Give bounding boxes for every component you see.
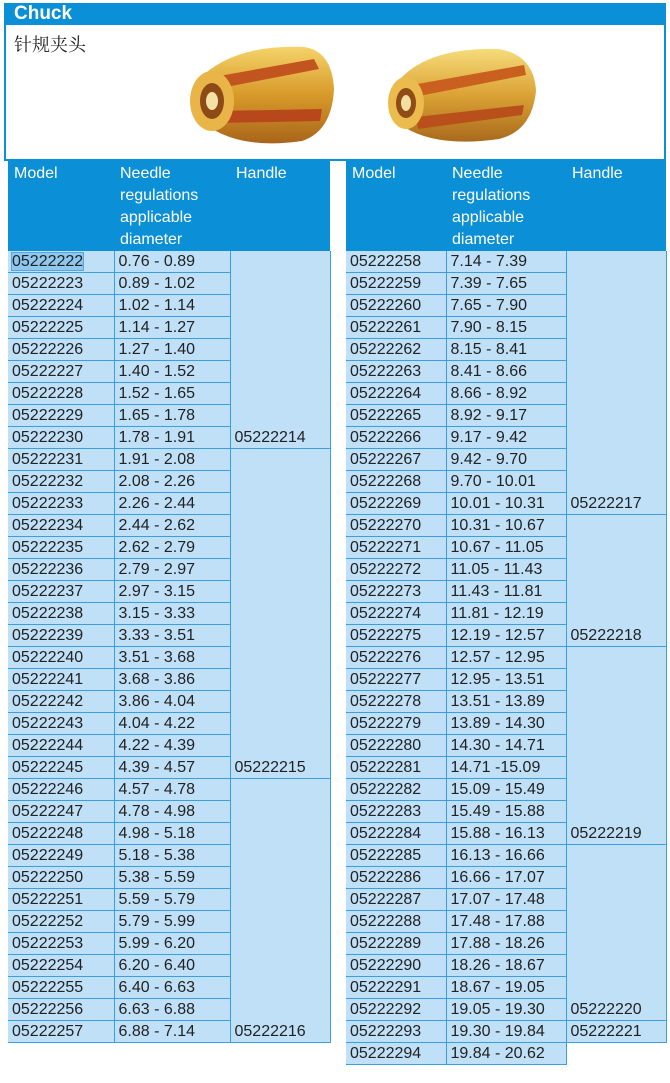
model-cell: 05222294 bbox=[346, 1043, 446, 1065]
model-cell: 05222286 bbox=[346, 867, 446, 889]
diameter-cell: 9.70 - 10.01 bbox=[446, 471, 566, 493]
column-header-model: Model bbox=[8, 161, 114, 251]
diameter-cell: 9.17 - 9.42 bbox=[446, 427, 566, 449]
diameter-cell: 8.66 - 8.92 bbox=[446, 383, 566, 405]
model-cell: 05222267 bbox=[346, 449, 446, 471]
model-cell: 05222252 bbox=[8, 911, 114, 933]
model-cell: 05222283 bbox=[346, 801, 446, 823]
diameter-cell: 17.88 - 18.26 bbox=[446, 933, 566, 955]
chuck-table-right bbox=[346, 161, 667, 1065]
model-cell: 05222287 bbox=[346, 889, 446, 911]
model-cell: 05222229 bbox=[8, 405, 114, 427]
diameter-cell: 8.15 - 8.41 bbox=[446, 339, 566, 361]
model-cell: 05222230 bbox=[8, 427, 114, 449]
model-cell: 05222246 bbox=[8, 779, 114, 801]
diameter-cell: 12.57 - 12.95 bbox=[446, 647, 566, 669]
diameter-cell: 5.38 - 5.59 bbox=[114, 867, 230, 889]
model-cell: 05222278 bbox=[346, 691, 446, 713]
diameter-cell: 12.19 - 12.57 bbox=[446, 625, 566, 647]
diameter-cell: 5.99 - 6.20 bbox=[114, 933, 230, 955]
diameter-cell: 4.39 - 4.57 bbox=[114, 757, 230, 779]
diameter-cell: 17.07 - 17.48 bbox=[446, 889, 566, 911]
diameter-cell: 10.01 - 10.31 bbox=[446, 493, 566, 515]
model-cell: 05222228 bbox=[8, 383, 114, 405]
diameter-cell: 5.59 - 5.79 bbox=[114, 889, 230, 911]
diameter-cell: 15.09 - 15.49 bbox=[446, 779, 566, 801]
model-cell: 05222244 bbox=[8, 735, 114, 757]
handle-cell: 05222221 bbox=[566, 1021, 666, 1043]
diameter-cell: 6.63 - 6.88 bbox=[114, 999, 230, 1021]
diameter-cell: 10.67 - 11.05 bbox=[446, 537, 566, 559]
table-row bbox=[346, 515, 666, 537]
model-cell: 05222271 bbox=[346, 537, 446, 559]
selected-model-text[interactable]: 05222222 bbox=[12, 253, 84, 270]
model-cell: 05222250 bbox=[8, 867, 114, 889]
table-row bbox=[8, 449, 330, 471]
diameter-cell: 15.88 - 16.13 bbox=[446, 823, 566, 845]
column-header-needle: Needle regulations applicable diameter bbox=[114, 161, 230, 251]
diameter-cell: 1.91 - 2.08 bbox=[114, 449, 230, 471]
model-cell: 05222226 bbox=[8, 339, 114, 361]
table-row bbox=[346, 1021, 666, 1043]
column-header-model: Model bbox=[346, 161, 446, 251]
model-cell: 05222257 bbox=[8, 1021, 114, 1043]
model-cell: 05222291 bbox=[346, 977, 446, 999]
diameter-cell: 6.20 - 6.40 bbox=[114, 955, 230, 977]
model-cell: 05222281 bbox=[346, 757, 446, 779]
diameter-cell: 2.62 - 2.79 bbox=[114, 537, 230, 559]
model-cell: 05222270 bbox=[346, 515, 446, 537]
diameter-cell: 0.76 - 0.89 bbox=[114, 251, 230, 273]
handle-cell: 05222219 bbox=[566, 647, 666, 845]
brass-chuck-icon bbox=[174, 39, 344, 155]
model-cell: 05222253 bbox=[8, 933, 114, 955]
model-cell: 05222248 bbox=[8, 823, 114, 845]
chinese-subtitle: 针规夹头 bbox=[14, 35, 86, 56]
model-cell: 05222262 bbox=[346, 339, 446, 361]
model-cell: 05222245 bbox=[8, 757, 114, 779]
diameter-cell: 3.68 - 3.86 bbox=[114, 669, 230, 691]
model-cell: 05222259 bbox=[346, 273, 446, 295]
model-cell: 05222223 bbox=[8, 273, 114, 295]
model-cell: 05222242 bbox=[8, 691, 114, 713]
model-cell: 05222275 bbox=[346, 625, 446, 647]
model-cell: 05222260 bbox=[346, 295, 446, 317]
model-cell: 05222269 bbox=[346, 493, 446, 515]
model-cell: 05222249 bbox=[8, 845, 114, 867]
diameter-cell: 13.51 - 13.89 bbox=[446, 691, 566, 713]
model-cell: 05222224 bbox=[8, 295, 114, 317]
handle-cell: 05222215 bbox=[230, 449, 330, 779]
diameter-cell: 7.65 - 7.90 bbox=[446, 295, 566, 317]
table-row bbox=[8, 779, 330, 801]
model-cell: 05222247 bbox=[8, 801, 114, 823]
diameter-cell: 10.31 - 10.67 bbox=[446, 515, 566, 537]
model-cell: 05222254 bbox=[8, 955, 114, 977]
diameter-cell: 2.79 - 2.97 bbox=[114, 559, 230, 581]
diameter-cell: 7.39 - 7.65 bbox=[446, 273, 566, 295]
model-cell: 05222241 bbox=[8, 669, 114, 691]
model-cell: 05222273 bbox=[346, 581, 446, 603]
diameter-cell: 19.84 - 20.62 bbox=[446, 1043, 566, 1065]
diameter-cell: 2.44 - 2.62 bbox=[114, 515, 230, 537]
model-cell: 05222225 bbox=[8, 317, 114, 339]
diameter-cell: 8.41 - 8.66 bbox=[446, 361, 566, 383]
table-row bbox=[346, 647, 666, 669]
table-row bbox=[346, 1043, 666, 1065]
model-cell: 05222272 bbox=[346, 559, 446, 581]
diameter-cell: 9.42 - 9.70 bbox=[446, 449, 566, 471]
model-cell: 05222238 bbox=[8, 603, 114, 625]
model-cell: 05222266 bbox=[346, 427, 446, 449]
model-cell: 05222237 bbox=[8, 581, 114, 603]
model-cell: 05222243 bbox=[8, 713, 114, 735]
diameter-cell: 16.66 - 17.07 bbox=[446, 867, 566, 889]
model-cell: 05222282 bbox=[346, 779, 446, 801]
column-header-handle: Handle bbox=[230, 161, 330, 251]
handle-cell: 05222214 bbox=[230, 251, 330, 449]
diameter-cell: 0.89 - 1.02 bbox=[114, 273, 230, 295]
model-cell: 05222256 bbox=[8, 999, 114, 1021]
diameter-cell: 4.22 - 4.39 bbox=[114, 735, 230, 757]
product-photo-panel bbox=[4, 25, 666, 161]
diameter-cell: 7.14 - 7.39 bbox=[446, 251, 566, 273]
diameter-cell: 4.04 - 4.22 bbox=[114, 713, 230, 735]
diameter-cell: 11.05 - 11.43 bbox=[446, 559, 566, 581]
model-cell: 05222236 bbox=[8, 559, 114, 581]
model-cell: 05222239 bbox=[8, 625, 114, 647]
diameter-cell: 13.89 - 14.30 bbox=[446, 713, 566, 735]
model-cell: 05222284 bbox=[346, 823, 446, 845]
page-title: Chuck bbox=[4, 3, 666, 25]
diameter-cell: 1.27 - 1.40 bbox=[114, 339, 230, 361]
model-cell: 05222233 bbox=[8, 493, 114, 515]
diameter-cell: 15.49 - 15.88 bbox=[446, 801, 566, 823]
model-cell: 05222265 bbox=[346, 405, 446, 427]
diameter-cell: 4.78 - 4.98 bbox=[114, 801, 230, 823]
model-cell: 05222276 bbox=[346, 647, 446, 669]
diameter-cell: 7.90 - 8.15 bbox=[446, 317, 566, 339]
diameter-cell: 2.08 - 2.26 bbox=[114, 471, 230, 493]
diameter-cell: 1.40 - 1.52 bbox=[114, 361, 230, 383]
model-cell: 05222261 bbox=[346, 317, 446, 339]
column-header-handle: Handle bbox=[566, 161, 666, 251]
model-cell: 05222235 bbox=[8, 537, 114, 559]
diameter-cell: 3.33 - 3.51 bbox=[114, 625, 230, 647]
model-cell: 05222268 bbox=[346, 471, 446, 493]
diameter-cell: 2.97 - 3.15 bbox=[114, 581, 230, 603]
model-cell: 05222288 bbox=[346, 911, 446, 933]
model-cell: 05222232 bbox=[8, 471, 114, 493]
model-cell: 05222255 bbox=[8, 977, 114, 999]
model-cell: 05222251 bbox=[8, 889, 114, 911]
diameter-cell: 1.14 - 1.27 bbox=[114, 317, 230, 339]
diameter-cell: 16.13 - 16.66 bbox=[446, 845, 566, 867]
model-cell: 05222234 bbox=[8, 515, 114, 537]
handle-cell: 05222216 bbox=[230, 779, 330, 1043]
model-cell: 05222277 bbox=[346, 669, 446, 691]
diameter-cell: 12.95 - 13.51 bbox=[446, 669, 566, 691]
diameter-cell: 5.18 - 5.38 bbox=[114, 845, 230, 867]
diameter-cell: 1.02 - 1.14 bbox=[114, 295, 230, 317]
diameter-cell: 1.78 - 1.91 bbox=[114, 427, 230, 449]
model-cell: 05222258 bbox=[346, 251, 446, 273]
diameter-cell: 8.92 - 9.17 bbox=[446, 405, 566, 427]
model-cell: 05222293 bbox=[346, 1021, 446, 1043]
handle-cell: 05222220 bbox=[566, 845, 666, 1021]
model-cell: 05222279 bbox=[346, 713, 446, 735]
model-cell: 05222285 bbox=[346, 845, 446, 867]
diameter-cell: 3.51 - 3.68 bbox=[114, 647, 230, 669]
table-row bbox=[8, 251, 330, 273]
model-cell: 05222289 bbox=[346, 933, 446, 955]
model-cell: 05222231 bbox=[8, 449, 114, 471]
diameter-cell: 17.48 - 17.88 bbox=[446, 911, 566, 933]
model-cell: 05222292 bbox=[346, 999, 446, 1021]
model-cell: 05222274 bbox=[346, 603, 446, 625]
diameter-cell: 1.65 - 1.78 bbox=[114, 405, 230, 427]
column-header-needle: Needle regulations applicable diameter bbox=[446, 161, 566, 251]
diameter-cell: 1.52 - 1.65 bbox=[114, 383, 230, 405]
model-cell: 05222263 bbox=[346, 361, 446, 383]
table-row bbox=[346, 845, 666, 867]
diameter-cell: 14.71 -15.09 bbox=[446, 757, 566, 779]
model-cell: 05222264 bbox=[346, 383, 446, 405]
model-cell: 05222227 bbox=[8, 361, 114, 383]
chuck-table-left bbox=[8, 161, 331, 1043]
diameter-cell: 11.81 - 12.19 bbox=[446, 603, 566, 625]
diameter-cell: 6.40 - 6.63 bbox=[114, 977, 230, 999]
diameter-cell: 19.30 - 19.84 bbox=[446, 1021, 566, 1043]
diameter-cell: 4.98 - 5.18 bbox=[114, 823, 230, 845]
diameter-cell: 14.30 - 14.71 bbox=[446, 735, 566, 757]
diameter-cell: 18.26 - 18.67 bbox=[446, 955, 566, 977]
diameter-cell: 2.26 - 2.44 bbox=[114, 493, 230, 515]
diameter-cell: 19.05 - 19.30 bbox=[446, 999, 566, 1021]
diameter-cell: 4.57 - 4.78 bbox=[114, 779, 230, 801]
brass-chuck-icon bbox=[374, 39, 544, 155]
table-row bbox=[346, 251, 666, 273]
diameter-cell: 5.79 - 5.99 bbox=[114, 911, 230, 933]
model-cell: 05222280 bbox=[346, 735, 446, 757]
diameter-cell: 3.86 - 4.04 bbox=[114, 691, 230, 713]
diameter-cell: 6.88 - 7.14 bbox=[114, 1021, 230, 1043]
diameter-cell: 3.15 - 3.33 bbox=[114, 603, 230, 625]
diameter-cell: 18.67 - 19.05 bbox=[446, 977, 566, 999]
handle-cell: 05222217 bbox=[566, 251, 666, 515]
model-cell bbox=[8, 251, 114, 273]
model-cell: 05222240 bbox=[8, 647, 114, 669]
diameter-cell: 11.43 - 11.81 bbox=[446, 581, 566, 603]
handle-cell: 05222218 bbox=[566, 515, 666, 647]
model-cell: 05222290 bbox=[346, 955, 446, 977]
